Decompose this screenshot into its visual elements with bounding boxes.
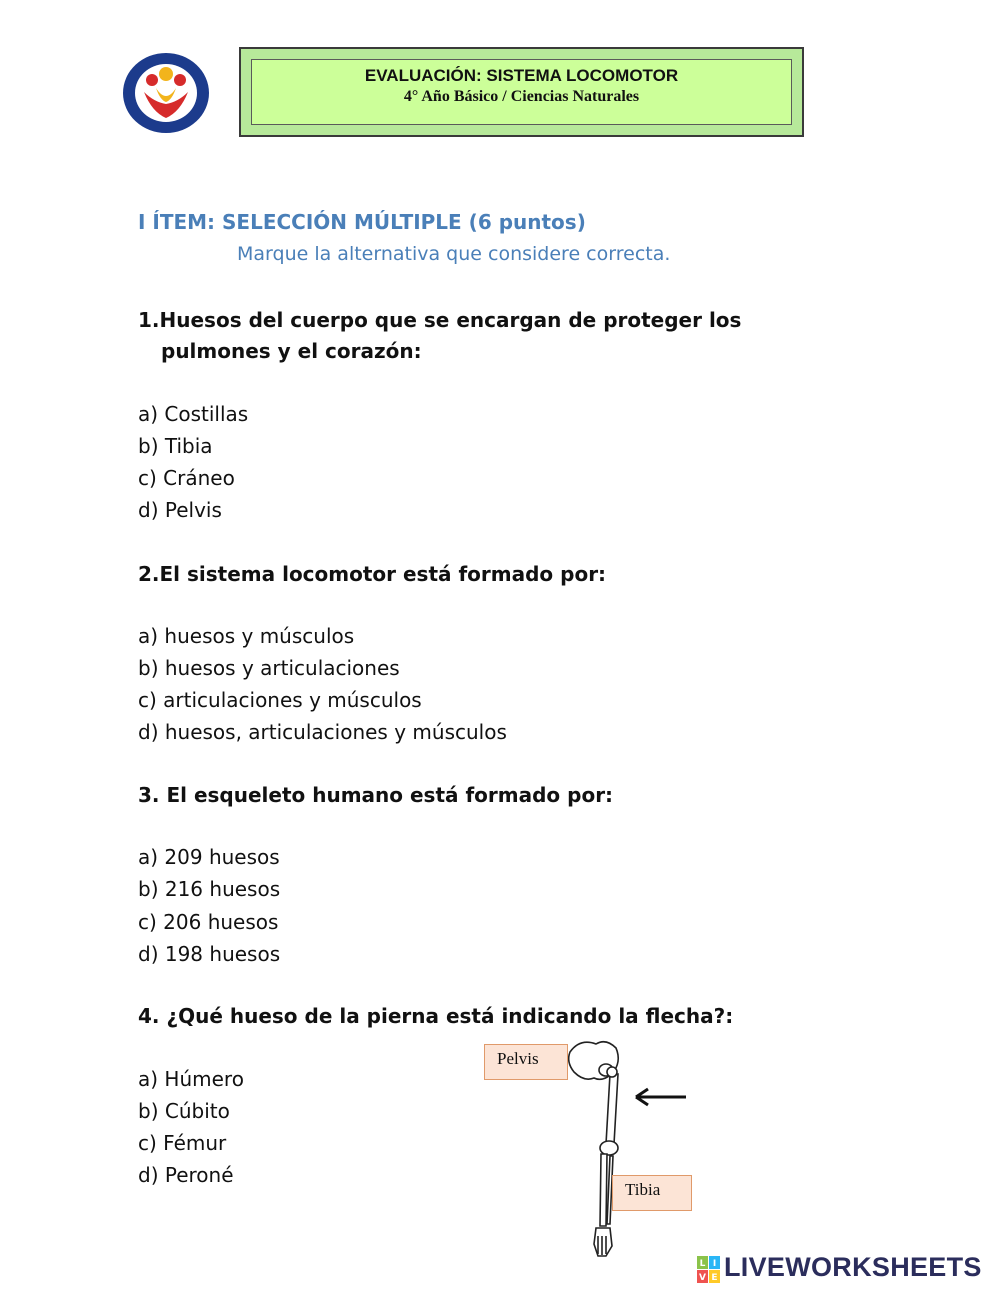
question-text: Huesos del cuerpo que se encargan de proteger los (159, 308, 742, 332)
option-2b[interactable]: b) huesos y articulaciones (138, 656, 400, 680)
header-box (239, 47, 804, 137)
section-title: I ÍTEM: SELECCIÓN MÚLTIPLE (6 puntos) (138, 210, 586, 234)
option-3a[interactable]: a) 209 huesos (138, 845, 280, 869)
option-4c[interactable]: c) Fémur (138, 1131, 227, 1155)
leg-skeleton-diagram (560, 1036, 640, 1260)
option-4a[interactable]: a) Húmero (138, 1067, 244, 1091)
question-3 (138, 780, 613, 811)
question-text: El esqueleto humano está formado por: (166, 783, 614, 807)
question-number: 1. (138, 308, 160, 332)
option-1c[interactable]: c) Cráneo (138, 466, 235, 490)
question-text: ¿Qué hueso de la pierna está indicando la flecha?: (166, 1004, 734, 1028)
question-1 (138, 305, 741, 336)
question-text: El sistema locomotor está formado por: (159, 562, 607, 586)
question-2 (138, 559, 606, 590)
option-4d[interactable]: d) Peroné (138, 1163, 234, 1187)
page-title: EVALUACIÓN: SISTEMA LOCOMOTOR (364, 66, 679, 85)
svg-text:V: V (699, 1273, 706, 1283)
label-pelvis: Pelvis (484, 1044, 568, 1080)
section-instruction: Marque la alternativa que considere correcta. (237, 243, 671, 265)
left-arrow-icon (634, 1086, 688, 1108)
option-2d[interactable]: d) huesos, articulaciones y músculos (138, 720, 507, 744)
question-number: 2. (138, 562, 160, 586)
liveworksheets-icon (697, 1256, 721, 1284)
option-4b[interactable]: b) Cúbito (138, 1099, 230, 1123)
school-logo (122, 52, 210, 134)
option-2a[interactable]: a) huesos y músculos (138, 624, 355, 648)
svg-text:I: I (712, 1259, 717, 1269)
svg-text:E: E (711, 1273, 718, 1283)
option-3d[interactable]: d) 198 huesos (138, 942, 281, 966)
question-1-line2: pulmones y el corazón: (161, 339, 422, 363)
option-1b[interactable]: b) Tibia (138, 434, 213, 458)
page-subtitle: 4° Año Básico / Ciencias Naturales (403, 88, 640, 105)
option-1d[interactable]: d) Pelvis (138, 498, 222, 522)
header-inner (251, 59, 792, 125)
option-1a[interactable]: a) Costillas (138, 402, 249, 426)
svg-text:L: L (699, 1259, 706, 1269)
question-number: 3. (138, 783, 160, 807)
question-4 (138, 1001, 733, 1032)
option-3b[interactable]: b) 216 huesos (138, 877, 281, 901)
option-3c[interactable]: c) 206 huesos (138, 910, 279, 934)
option-2c[interactable]: c) articulaciones y músculos (138, 688, 422, 712)
footer-brand[interactable]: LIVEWORKSHEETS (724, 1252, 982, 1282)
label-tibia: Tibia (612, 1175, 692, 1211)
question-number: 4. (138, 1004, 160, 1028)
